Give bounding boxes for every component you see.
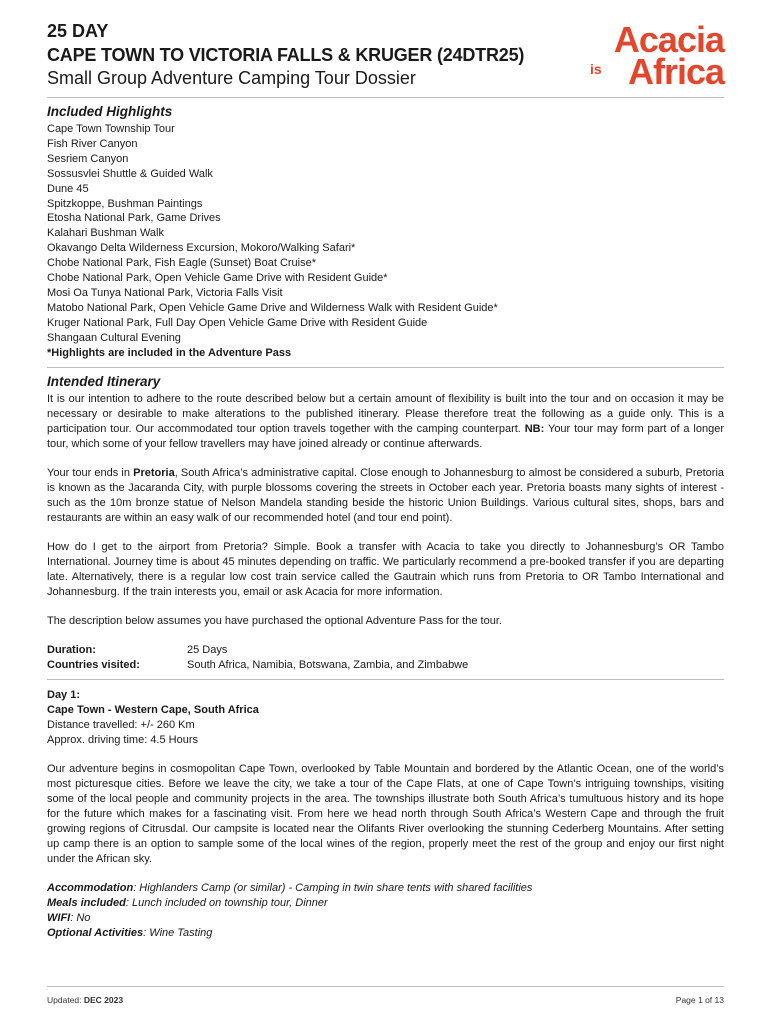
updated-label: Updated: — [47, 995, 84, 1005]
adventure-pass-paragraph: The description below assumes you have purchased the optional Adventure Pass for the tour. — [47, 615, 502, 627]
page-number: Page 1 of 13 — [675, 995, 724, 1005]
tour-duration-title: 25 DAY — [47, 21, 109, 41]
section-divider — [47, 679, 724, 680]
list-item: Cape Town Township Tour — [47, 123, 175, 135]
intro-text: It is our intention to adhere to the route described below but a certain amount of flexibility is built into the tour and on occasion it may be necessary or desirable to make alterations to the published itinerary. Please therefore treat the following as a guide only. This is a participation tour. Our accommodated tour option travels together with the camping counterpart. — [47, 393, 724, 435]
pretoria-paragraph — [47, 466, 724, 526]
pretoria-text-cont: , South Africa’s administrative capital. Close enough to Johannesburg to almost be considered a suburb, Pretoria is known as the Jacaranda City, with purple blossoms covering the streets in October each year. Pretoria boasts many sights of interest - such as the 10m bronze statue of Nelson Mandela standing beside the historic Union Buildings. Various cultural sites, shops, bars and restaurants are within an easy walk of our recommended hotel (and tour end point). — [47, 467, 725, 524]
list-item: Mosi Oa Tunya National Park, Victoria Falls Visit — [47, 286, 283, 299]
meals-value: : Lunch included on township tour, Dinner — [125, 897, 328, 909]
wifi-label: WIFI — [47, 912, 71, 924]
duration-value: 25 Days — [187, 644, 228, 656]
list-item: Fish River Canyon — [47, 137, 138, 150]
list-item: Dune 45 — [47, 182, 89, 195]
meals-label: Meals included — [47, 897, 126, 909]
driving-time: Approx. driving time: 4.5 Hours — [47, 734, 199, 746]
wifi-value: : No — [70, 912, 91, 924]
optional-activities-value: : Wine Tasting — [143, 927, 213, 939]
pretoria-text: Your tour ends in — [47, 467, 134, 479]
duration-label: Duration: — [47, 644, 96, 656]
highlights-heading: Included Highlights — [47, 104, 173, 119]
intro-text-cont: Your tour may form part of a longer tour, which some of your fellow travellers may have joined already or continue afterwards. — [47, 423, 724, 450]
list-item: Spitzkoppe, Bushman Paintings — [47, 197, 203, 210]
adventure-pass-note: *Highlights are included in the Adventure Pass — [47, 346, 292, 359]
header-divider — [47, 97, 724, 98]
wifi-line — [47, 911, 532, 926]
acacia-africa-logo — [584, 19, 724, 92]
updated-date — [47, 995, 123, 1005]
optional-activities-line — [47, 926, 532, 941]
list-item: Etosha National Park, Game Drives — [47, 212, 221, 225]
list-item: Matobo National Park, Open Vehicle Game Drive and Wilderness Walk with Resident Guide* — [47, 301, 498, 314]
distance-travelled: Distance travelled: +/- 260 Km — [47, 719, 195, 731]
accommodation-value: : Highlanders Camp (or similar) - Camping in twin share tents with shared facilities — [133, 882, 533, 894]
day-route: Cape Town - Western Cape, South Africa — [47, 704, 259, 716]
list-item: Kalahari Bushman Walk — [47, 227, 164, 240]
nb-label: NB: — [524, 423, 545, 435]
list-item: Sesriem Canyon — [47, 152, 129, 165]
list-item: Shangaan Cultural Evening — [47, 331, 181, 344]
section-divider — [47, 367, 724, 368]
logo-word-acacia: Acacia — [613, 19, 724, 60]
day-1-description: Our adventure begins in cosmopolitan Cape Town, overlooked by Table Mountain and bordered by the Atlantic Ocean, one of the world’s most picturesque cities. Before we leave the city, we take a tour of the Cape Flats, at one of Cape Town’s intriguing townships, visiting some of the local people and community projects in the area. The townships illustrate both South Africa’s tumultuous history and its hope for the future which makes for a fascinating visit. From here we head north through South Africa’s Western Cape and through the fruit growing regions of Citrusdal. Our campsite is located near the Olifants River overlooking the stunning Cederberg Mountains. After setting up camp there is an option to sample some of the local wines of the region, properly meet the rest of the group and enjoy our first night under the African sky. — [47, 763, 724, 865]
countries-label: Countries visited: — [47, 659, 140, 671]
meals-line — [47, 896, 532, 911]
day-label: Day 1: — [47, 689, 81, 701]
accommodation-line — [47, 881, 532, 896]
list-item: Okavango Delta Wilderness Excursion, Mokoro/Walking Safari* — [47, 242, 356, 255]
list-item: Chobe National Park, Fish Eagle (Sunset) Boat Cruise* — [47, 257, 317, 270]
highlights-list — [47, 122, 498, 361]
list-item: Sossusvlei Shuttle & Guided Walk — [47, 167, 213, 180]
logo-word-africa: Africa — [627, 51, 724, 92]
accommodation-label: Accommodation — [47, 882, 134, 894]
optional-activities-label: Optional Activities — [47, 927, 144, 939]
list-item: Kruger National Park, Full Day Open Vehicle Game Drive with Resident Guide — [47, 316, 428, 329]
logo-word-is: is — [590, 61, 602, 77]
tour-subtitle: Small Group Adventure Camping Tour Dossier — [47, 68, 416, 88]
updated-value: DEC 2023 — [83, 995, 124, 1005]
day-1-header — [47, 688, 259, 748]
itinerary-heading: Intended Itinerary — [47, 374, 161, 389]
airport-paragraph: How do I get to the airport from Pretoria? Simple. Book a transfer with Acacia to take you directly to Johannesburg’s OR Tambo International. Journey time is about 45 minutes depending on traffic. We particularly recommend a pre-booked transfer if you are departing late. Alternatively, there is a regular low cost train service called the Gautrain which runs from Pretoria to OR Tambo International and Johannesburg. If the train interests you, email or ask Acacia for more information. — [47, 541, 724, 598]
list-item: Chobe National Park, Open Vehicle Game Drive with Resident Guide* — [47, 272, 388, 285]
pretoria-city: Pretoria — [133, 467, 175, 479]
day-1-info — [47, 881, 532, 941]
itinerary-intro-paragraph — [47, 392, 724, 452]
footer-divider — [47, 986, 724, 987]
tour-route-title: CAPE TOWN TO VICTORIA FALLS & KRUGER (24DTR25) — [47, 45, 525, 65]
countries-value: South Africa, Namibia, Botswana, Zambia, and Zimbabwe — [187, 659, 469, 671]
